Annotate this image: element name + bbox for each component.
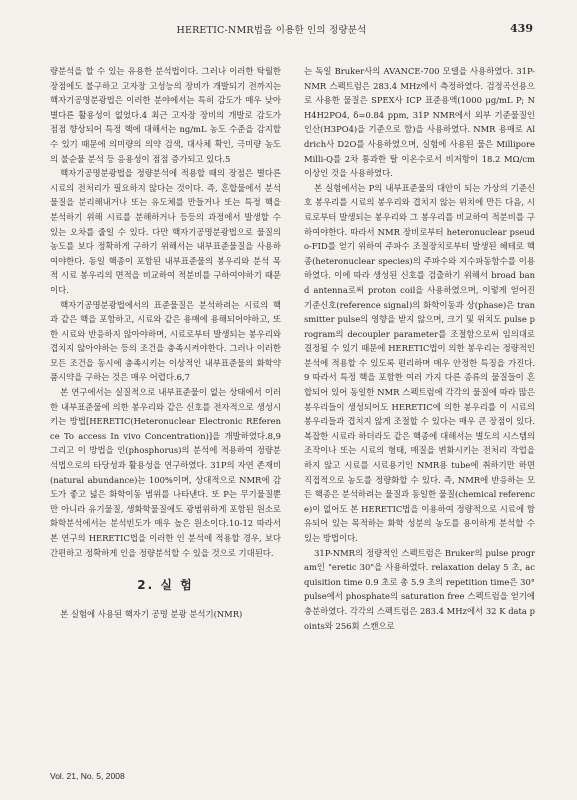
paragraph: 핵자기공명분광법에서의 표준물질은 분석하려는 시료의 핵과 같은 핵을 포함하고, 시료와 같은 용매에 용해되어야하고, 또한 시료와 반응하지 않아야하며, 시료로부터 발생되는 봉우리와 겹치지 않아야하는 등의 조건을 충족시켜야한다. 그러나 이러한 모든 조건을 동시에 충족시키는 이상적인 내부표준물의 화학약품시약을 구하는 것은 매우 어렵다.6,7 bbox=[50, 299, 281, 383]
paragraph: 본 실험에서는 P의 내부표준물의 대안이 되는 가상의 기준신호 봉우리를 시료의 봉우리와 겹치지 않는 위치에 만든 다음, 시료로부터 발생되는 봉우리와 그 봉우리를 비교하여 적분비를 구하여야한다. 따라서 NMR 장비로부터 heteronuclear pseudo-FID를 얻기 위하여 주파수 조절장치로부터 발생된 헤테로 핵종(heteronuclear species)의 주파수와 지수파동함수를 이용하였다. 이에 따라 생성된 신호를 검출하기 위해서 broad band antenna로써 proton coil을 사용하였으며, 이렇게 얻어진 기준신호(reference signal)의 화학이동과 상(phase)은 transmitter pulse의 영향을 받지 않으며, 크기 및 위치도 pulse program의 decoupler parameter를 조절함으로써 임의대로 결정될 수 있기 때문에 HERETIC법이 의한 봉우리는 정량적인 분석에 적용할 수 있도록 편리하며 매우 안정한 특징을 가진다.9 따라서 특정 핵을 포함한 여러 가지 다른 종류의 물질들이 혼합되어 있어 동일한 NMR 스펙트럼에 각각의 물질에 따라 많은 봉우리들이 생성되어도 HERETIC에 의한 봉우리를 이 시료의 봉우리들과 겹치지 않게 조절할 수 있다는 매우 큰 장점이 있다. 복잡한 시료라 하더라도 같은 핵종에 대해서는 별도의 시스템의 조작이나 또는 시료의 형태, 매질을 변화시키는 전처리 작업을 하지 않고 시료를 시료용기인 NMR용 tube에 취하기만 하면 직접적으로 농도를 정량화할 수 있다. 즉, NMR에 반응하는 모든 핵종은 분석하려는 물질과 동일한 물질(chemical reference)이 없어도 본 HERETIC법을 이용하여 정량적으로 시료에 함유되어 있는 목적하는 화학 성분의 농도를 용이하게 분석할 수 있는 방법이다. bbox=[304, 182, 535, 543]
paragraph: 는 독일 Bruker사의 AVANCE-700 모델을 사용하였다. 31P-NMR 스펙트럼은 283.4 MHz에서 측정하였다. 검정곡선용으로 사용한 물질은 SPEX사 ICP 표준용액(1000 μg/mL P; NH4H2PO4, δ=0.84 ppm, 31P NMR에서 외부 기준물질인 인산(H3PO4)을 기준으로 함)을 사용하였다. NMR 용매로 Aldrich사 D2O를 사용하였으며, 실험에 사용된 물은 Millipore Milli-Q를 2차 통과한 탈 이온수로서 비저항이 18.2 MΩ/cm 이상인 것을 사용하였다. bbox=[304, 66, 535, 179]
section-heading: 2. 실 험 bbox=[137, 578, 194, 593]
paragraph: 량분석을 할 수 있는 유용한 분석법이다. 그러나 이러한 탁월한 장점에도 불구하고 고자장 고성능의 장비가 개발되기 전까지는 핵자기공명분광법은 이러한 분야에서는 특히 감도가 매우 낮아 별다른 활용성이 없었다.4 최근 고자장 장비의 개발로 감도가 점점 향상되어 특정 핵에 대해서는 ng/mL 농도 수준을 감지할 수 있기 때문에 의미량의 의약 검색, 대사체 확인, 극미량 농도의 불순물 분석 등 응용성이 점점 증가되고 있다.5 bbox=[50, 66, 281, 164]
right-column bbox=[304, 64, 535, 754]
paragraph: 본 연구에서는 실질적으로 내부표준물이 없는 상태에서 이러한 내부표준물에 의한 봉우리와 같은 신호를 전자적으로 생성시키는 방법[HERETIC(Heteronuclear Electronic REference To access In vivo Concentration)]을 개발하였다.8,9 그리고 이 방법을 인(phosphorus)의 분석에 적용하여 정량분석법으로의 타당성과 활용성을 연구하였다. 31P의 자연 존재비(natural abundance)는 100%이며, 상대적으로 NMR에 감도가 좋고 넓은 화학이동 범위를 나타낸다. 또 P는 무기물질뿐만 아니라 유기물질, 생화학물질에도 광범위하게 포함된 원소로 화학분석에서는 분석빈도가 매우 높은 원소이다.10-12 따라서 본 연구의 HERETIC법을 이러한 인 분석에 적용할 경우, 보다 간편하고 정확하게 인을 정량분석할 수 있을 것으로 기대된다. bbox=[50, 387, 281, 558]
body-columns bbox=[50, 64, 535, 754]
journal-citation: Vol. 21, No. 5, 2008 bbox=[50, 771, 125, 781]
paragraph: 31P-NMR의 정량적인 스펙트럼은 Bruker의 pulse program인 "eretic 30"을 사용하였다. relaxation delay 5 초, acquisition time 0.9 초로 총 5.9 초의 repetition time은 30° pulse에서 phosphate의 saturation free 스펙트럼을 얻기에 충분하였다. 각각의 스펙트럼은 283.4 MHz에서 32 K data points와 256회 스캔으로 bbox=[304, 547, 535, 631]
paragraph: 본 실험에 사용된 핵자기 공명 분광 분석기(NMR) bbox=[60, 608, 243, 619]
paragraph: 핵자기공명분광법을 정량분석에 적용할 때의 장점은 별다른 시료의 전처리가 필요하지 않다는 것이다. 즉, 혼합물에서 분석물질을 분리해내거나 또는 유도체를 만들거나 또는 특정 핵을 분석하기 위해 시료를 분해하거나 등등의 과정에서 발생할 수 있는 오차를 줄일 수 있다. 다만 핵자기공명분광법으로 물질의 농도를 보다 정확하게 구하기 위해서는 내부표준물질을 사용하여야한다. 동일 핵종이 포함된 내부표준물의 봉우리와 분석 목적 시료 봉우리의 면적을 비교하여 적분비를 구하여야하기 때문이다. bbox=[50, 168, 281, 295]
left-column bbox=[50, 64, 281, 754]
page-header bbox=[50, 22, 533, 38]
page-number: 439 bbox=[510, 22, 533, 35]
running-title: HERETIC-NMR법을 이용한 인의 정량분석 bbox=[176, 25, 367, 36]
